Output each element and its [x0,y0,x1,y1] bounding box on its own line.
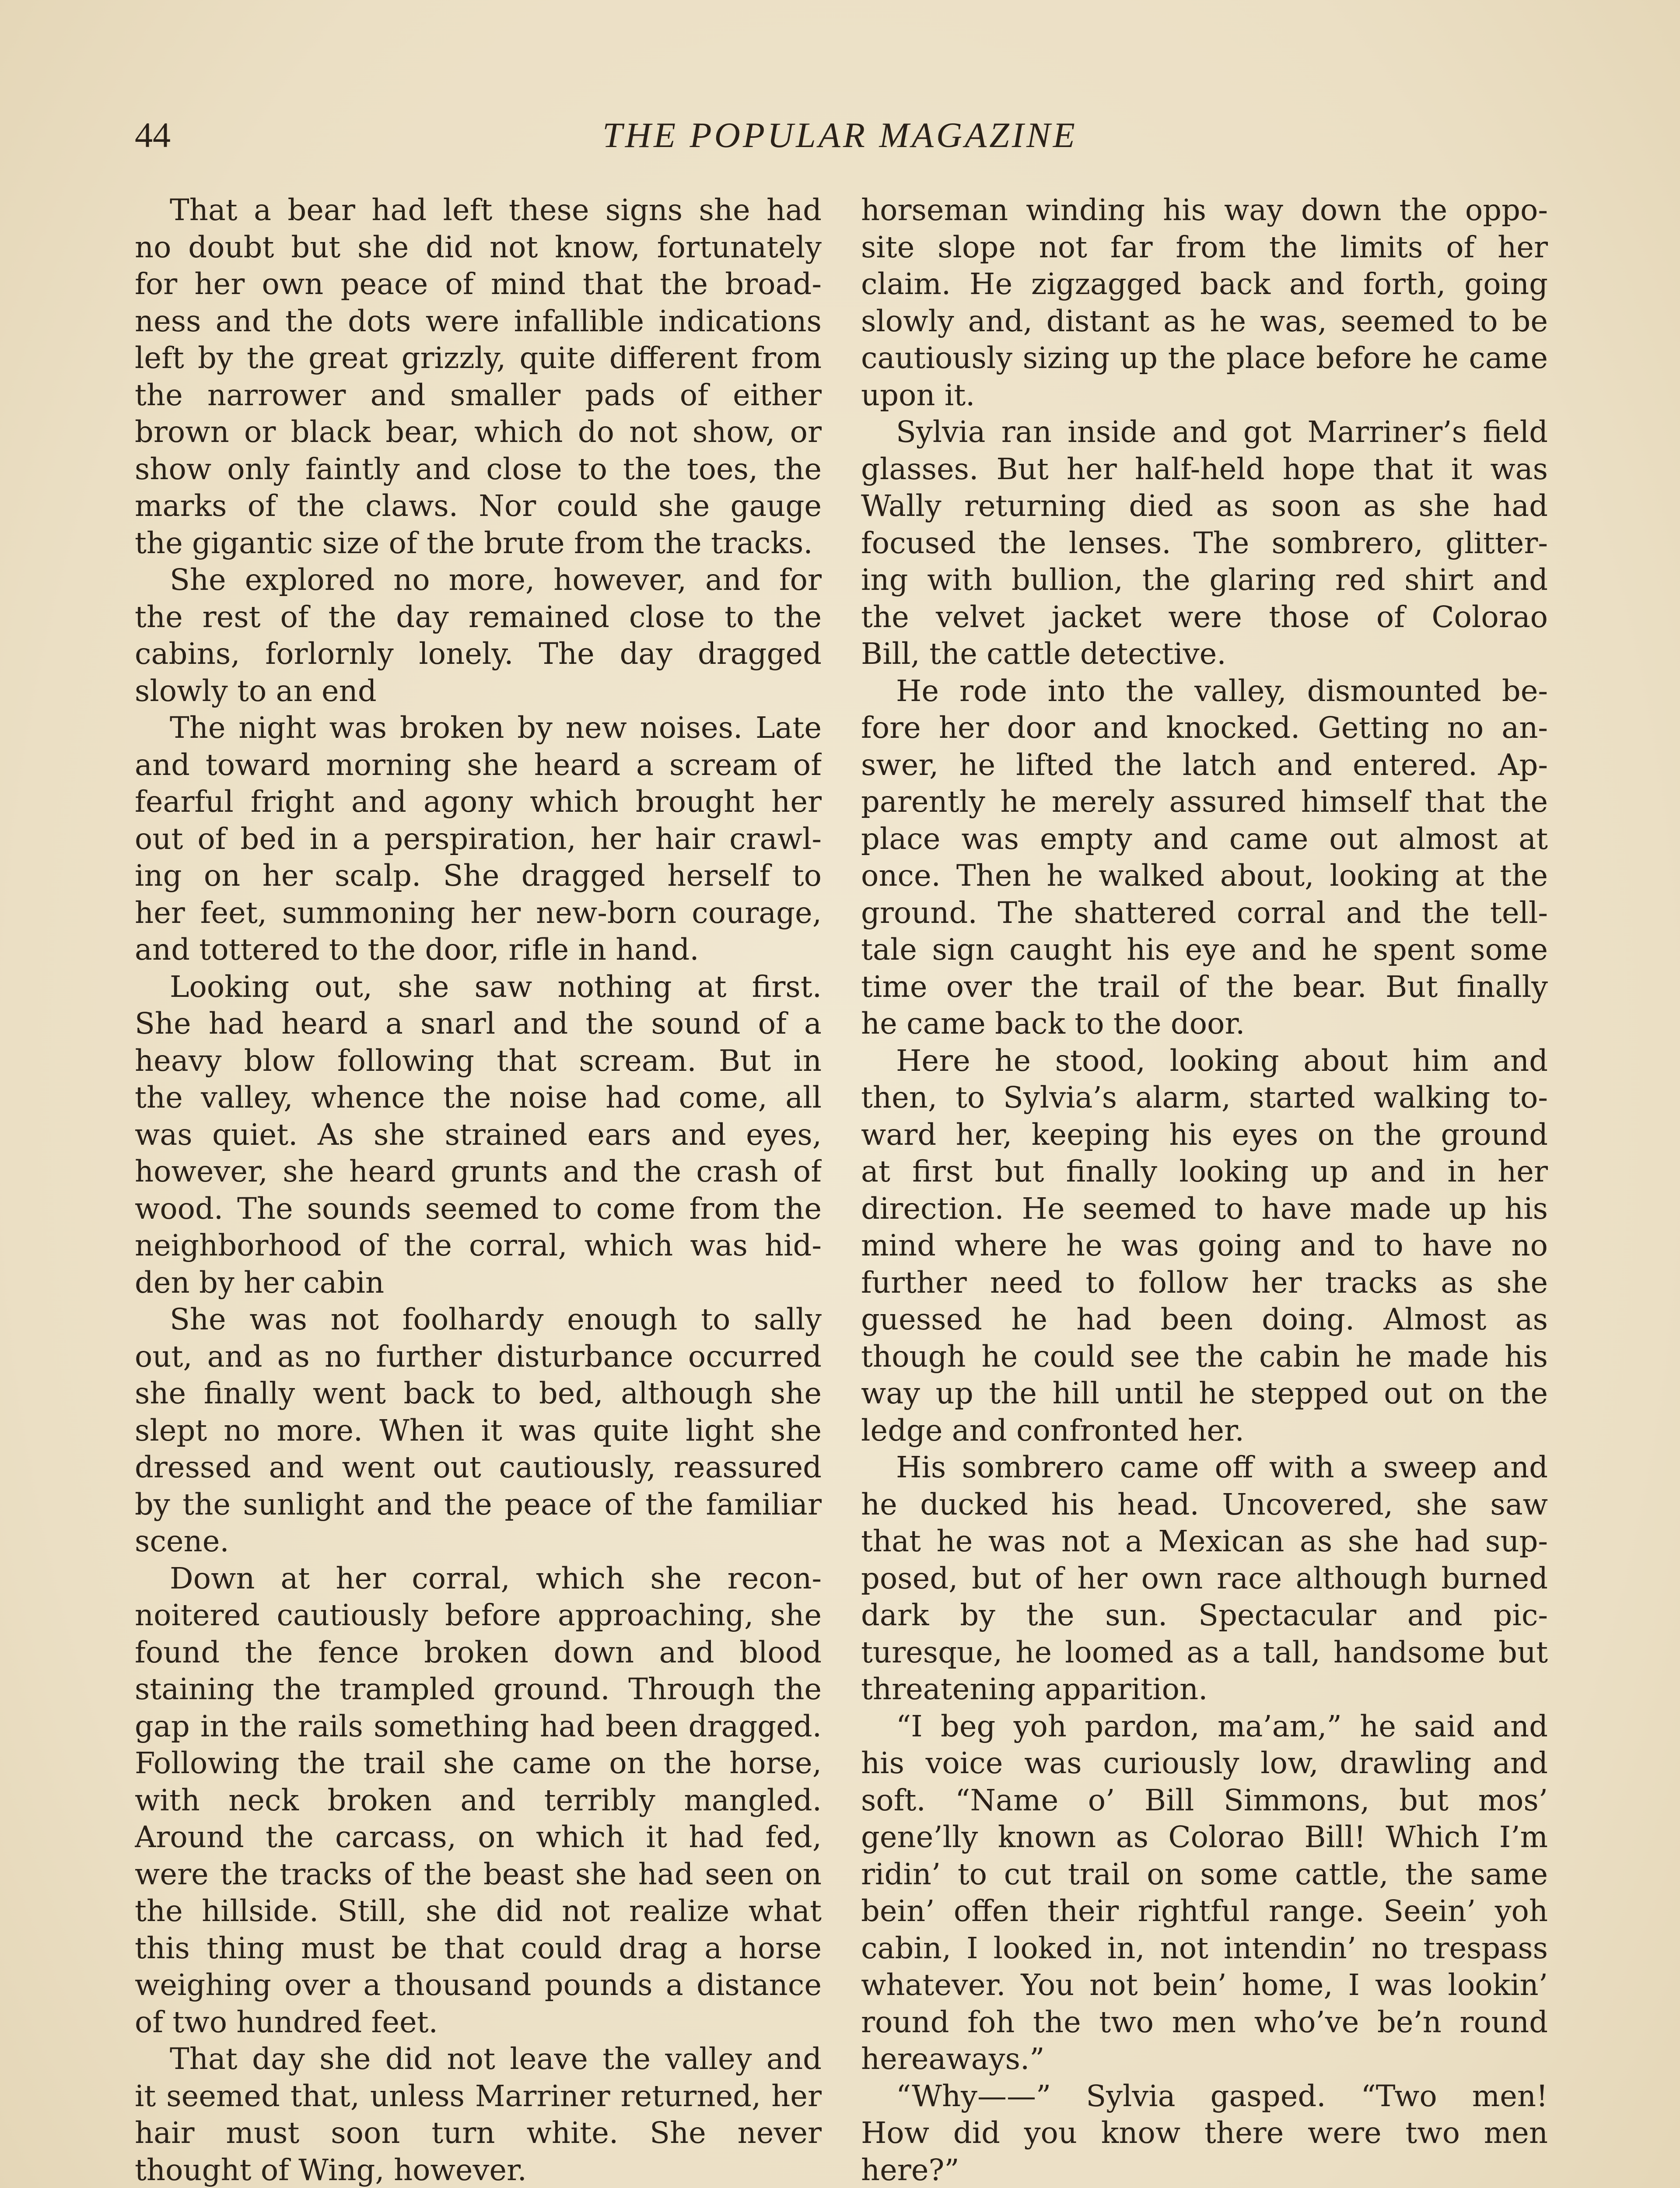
text-line: direction. He seemed to have made up his [861,1191,1548,1226]
text-line: turesque, he loomed as a tall, handsome but [861,1635,1548,1669]
text-line: further need to follow her tracks as she [861,1265,1548,1300]
text-line: here?” [861,2153,959,2187]
text-line: dressed and went out cautiously, reassured [135,1450,822,1484]
right-column [861,192,1548,2188]
text-line: way up the hill until he stepped out on the [861,1376,1548,1410]
text-line: focused the lenses. The sombrero, glitter- [861,526,1548,560]
text-line: left by the great grizzly, quite different from [135,341,822,375]
text-line: marks of the claws. Nor could she gauge [135,489,822,523]
text-line: by the sunlight and the peace of the familiar [135,1487,822,1522]
text-line: slowly to an end [135,673,377,708]
text-line: the valley, whence the noise had come, all [135,1080,822,1115]
text-line: guessed he had been doing. Almost as [861,1302,1548,1336]
text-line: place was empty and came out almost at [861,821,1548,856]
text-line: His sombrero came off with a sweep and [896,1450,1548,1484]
text-line: time over the trail of the bear. But finally [861,969,1548,1004]
text-line: that he was not a Mexican as she had sup- [861,1524,1548,1558]
text-line: noitered cautiously before approaching, she [135,1598,822,1632]
text-line: with neck broken and terribly mangled. [135,1783,822,1817]
text-line: fearful fright and agony which brought her [135,785,822,819]
text-line: ridin’ to cut trail on some cattle, the same [861,1857,1548,1891]
text-line: whatever. You not bein’ home, I was lookin’ [861,1968,1548,2002]
text-line: The night was broken by new noises. Late [170,711,822,745]
text-line: fore her door and knocked. Getting no an- [861,711,1548,745]
text-line: horseman winding his way down the oppo- [861,193,1548,227]
text-line: dark by the sun. Spectacular and pic- [861,1598,1548,1632]
text-line: Around the carcass, on which it had fed, [135,1820,822,1854]
text-line: gene’lly known as Colorao Bill! Which I’m [861,1820,1548,1854]
text-line: it seemed that, unless Marriner returned, her [135,2079,822,2113]
text-line: posed, but of her own race although burned [861,1561,1548,1595]
text-line: soft. “Name o’ Bill Simmons, but mos’ [861,1783,1548,1817]
text-line: Looking out, she saw nothing at first. [170,969,822,1004]
text-line: Wally returning died as soon as she had [861,489,1548,523]
text-line: tale sign caught his eye and he spent some [861,933,1548,967]
text-line: ward her, keeping his eyes on the ground [861,1117,1548,1152]
text-line: the narrower and smaller pads of either [135,378,822,412]
text-line: her feet, summoning her new-born courage, [135,895,822,930]
text-line: he ducked his head. Uncovered, she saw [861,1487,1548,1522]
text-line: hair must soon turn white. She never [135,2116,822,2150]
text-line: she finally went back to bed, although she [135,1376,822,1410]
text-line: She had heard a snarl and the sound of a [135,1006,822,1041]
text-line: ing on her scalp. She dragged herself to [135,859,822,893]
text-line: out of bed in a perspiration, her hair crawl- [135,821,822,856]
text-line: claim. He zigzagged back and forth, going [861,267,1548,301]
text-line: He rode into the valley, dismounted be- [896,673,1548,708]
text-line: then, to Sylvia’s alarm, started walking to- [861,1080,1548,1115]
text-line: however, she heard grunts and the crash of [135,1154,822,1189]
text-line: the gigantic size of the brute from the tracks. [135,526,813,560]
text-line: Following the trail she came on the horse, [135,1746,822,1780]
text-line: he came back to the door. [861,1006,1245,1041]
text-line: mind where he was going and to have no [861,1228,1548,1262]
text-line: were the tracks of the beast she had seen on [135,1857,822,1891]
text-line: was quiet. As she strained ears and eyes, [135,1117,822,1152]
text-line: staining the trampled ground. Through the [135,1672,822,1706]
text-line: thought of Wing, however. [135,2153,527,2187]
text-line: for her own peace of mind that the broad- [135,267,822,301]
text-line: cabin, I looked in, not intendin’ no trespass [861,1931,1548,1965]
text-line: the velvet jacket were those of Colorao [861,600,1548,634]
text-line: round foh the two men who’ve be’n round [861,2005,1548,2039]
text-line: ledge and confronted her. [861,1413,1244,1448]
text-line: That day she did not leave the valley and [170,2042,822,2076]
text-line: threatening apparition. [861,1672,1208,1706]
text-line: glasses. But her half-held hope that it was [861,452,1548,486]
running-head: THE POPULAR MAGAZINE [602,115,1078,155]
text-line: wood. The sounds seemed to come from the [135,1191,822,1226]
text-line: upon it. [861,378,975,412]
text-line: weighing over a thousand pounds a distance [135,1968,822,2002]
text-line: That a bear had left these signs she had [170,193,822,227]
text-line: no doubt but she did not know, fortunately [135,230,822,264]
text-line: swer, he lifted the latch and entered. Ap- [861,747,1548,782]
text-line: Down at her corral, which she recon- [170,1561,822,1595]
text-line: and toward morning she heard a scream of [135,747,822,782]
text-line: Here he stood, looking about him and [896,1043,1548,1078]
text-line: at first but finally looking up and in her [861,1154,1548,1189]
text-line: scene. [135,1524,229,1558]
text-line: heavy blow following that scream. But in [135,1043,822,1078]
text-line: cabins, forlornly lonely. The day dragged [135,637,822,671]
text-line: hereaways.” [861,2042,1045,2076]
text-line: the hillside. Still, she did not realize what [135,1894,822,1928]
text-line: How did you know there were two men [861,2116,1548,2150]
text-line: cautiously sizing up the place before he came [861,341,1548,375]
text-line: once. Then he walked about, looking at the [861,859,1548,893]
text-line: den by her cabin [135,1265,385,1300]
page-number: 44 [135,115,171,155]
text-line: neighborhood of the corral, which was hid- [135,1228,822,1262]
text-line: parently he merely assured himself that the [861,785,1548,819]
text-line: the rest of the day remained close to the [135,600,822,634]
text-line: slowly and, distant as he was, seemed to be [861,304,1548,338]
text-line: brown or black bear, which do not show, or [135,415,822,449]
text-line: though he could see the cabin he made his [861,1339,1548,1374]
text-line: She was not foolhardy enough to sally [170,1302,822,1336]
text-line: “Why——” Sylvia gasped. “Two men! [896,2079,1548,2113]
text-line: Bill, the cattle detective. [861,637,1226,671]
text-line: “I beg yoh pardon, ma’am,” he said and [896,1709,1548,1743]
text-line: bein’ offen their rightful range. Seein’ yoh [861,1894,1548,1928]
text-line: of two hundred feet. [135,2005,438,2039]
text-line: show only faintly and close to the toes, the [135,452,822,486]
text-line: found the fence broken down and blood [135,1635,822,1669]
text-line: his voice was curiously low, drawling and [861,1746,1548,1780]
left-column [135,192,822,2188]
text-line: out, and as no further disturbance occurred [135,1339,822,1374]
text-line: and tottered to the door, rifle in hand. [135,933,699,967]
text-line: gap in the rails something had been dragged. [135,1709,822,1743]
text-line: ing with bullion, the glaring red shirt and [861,563,1548,597]
text-line: She explored no more, however, and for [170,563,822,597]
text-line: ness and the dots were infallible indications [135,304,822,338]
text-line: site slope not far from the limits of her [861,230,1548,264]
text-line: slept no more. When it was quite light she [135,1413,822,1448]
text-line: this thing must be that could drag a horse [135,1931,822,1965]
text-line: ground. The shattered corral and the tell- [861,895,1548,930]
text-line: Sylvia ran inside and got Marriner’s field [896,415,1548,449]
